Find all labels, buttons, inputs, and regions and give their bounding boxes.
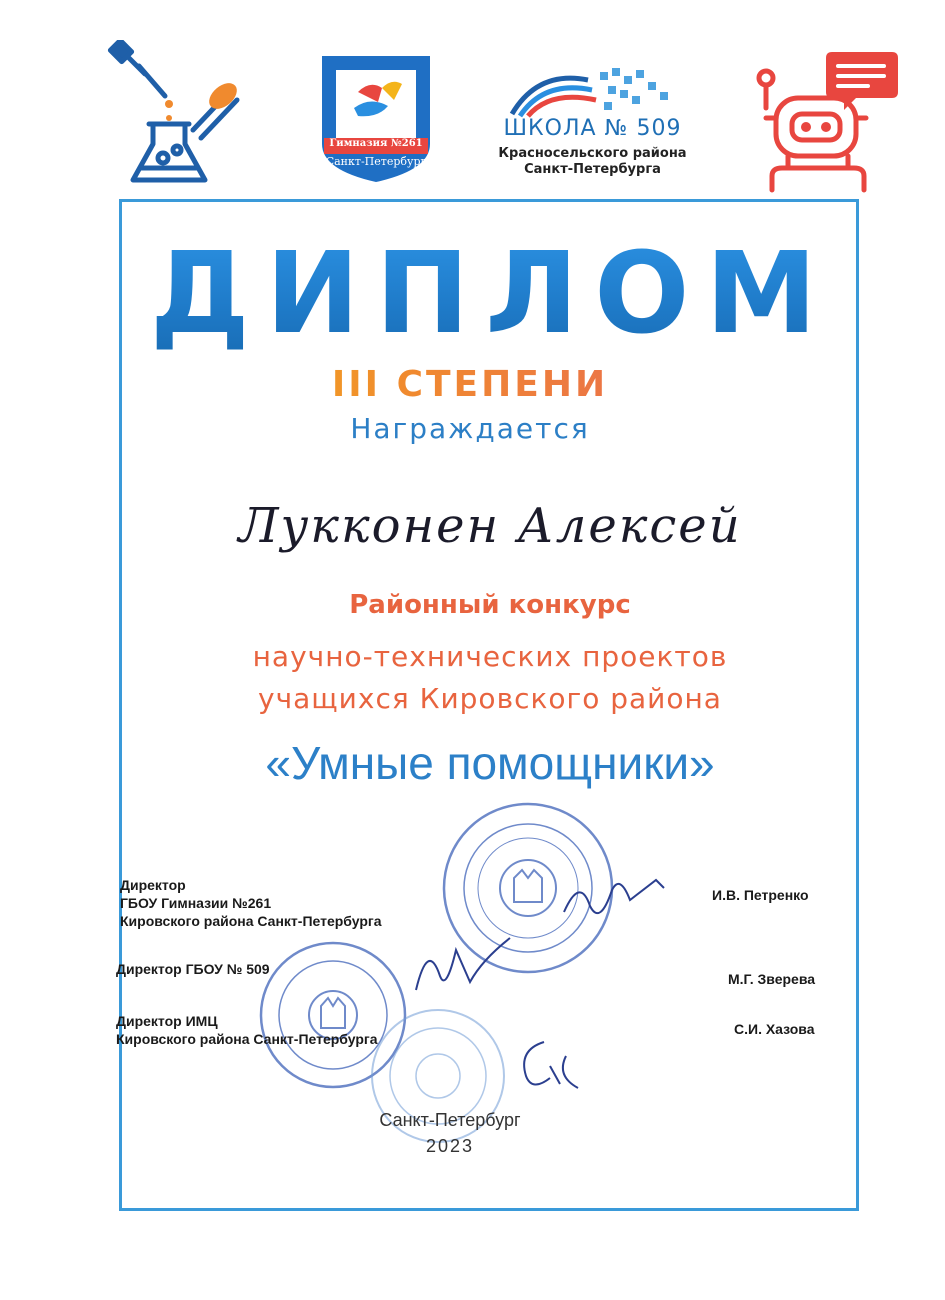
signature-role-line: Кировского района Санкт-Петербурга xyxy=(120,913,382,929)
signature-name-petrenko: И.В. Петренко xyxy=(712,887,809,903)
contest-participants: учащихся Кировского района xyxy=(258,682,722,715)
gymnasium-city: Санкт-Петербург xyxy=(325,155,427,168)
school509-city: Санкт-Петербурга xyxy=(524,162,661,177)
year: 2023 xyxy=(425,1136,475,1156)
signature-role-school509: Директор ГБОУ № 509 xyxy=(116,961,270,977)
signature-role-imc xyxy=(116,1012,378,1048)
signature-role-line: ГБОУ Гимназии №261 xyxy=(120,895,272,911)
contest-type: Районный конкурс xyxy=(349,590,631,620)
city: Санкт-Петербург xyxy=(379,1110,521,1130)
signature-role-line: Кировского района Санкт-Петербурга xyxy=(116,1031,378,1047)
chemistry-flask-icon xyxy=(105,40,245,190)
school509-logo xyxy=(508,62,688,118)
signature-name-zvereva: М.Г. Зверева xyxy=(728,971,816,987)
gymnasium-name: Гимназия №261 xyxy=(329,138,423,149)
signature-petrenko xyxy=(560,866,670,926)
signature-role-gymnasium xyxy=(120,876,382,930)
signature-zvereva xyxy=(410,930,520,1000)
school509-district: Красносельского района xyxy=(498,146,687,161)
robot-chat-icon xyxy=(752,44,898,194)
contest-subject: научно-технических проектов xyxy=(252,640,728,673)
school509-title: ШКОЛА № 509 xyxy=(503,116,682,141)
signature-name-khazova: С.И. Хазова xyxy=(734,1021,815,1037)
issue-place xyxy=(300,1107,600,1159)
signature-khazova xyxy=(510,1036,590,1096)
signature-role-line: Директор xyxy=(120,877,186,893)
awarded-label: Награждается xyxy=(350,412,590,445)
contest-name: «Умные помощники» xyxy=(265,737,715,789)
diploma-title: ДИПЛОМ xyxy=(150,229,833,359)
recipient-name: Лукконен Алексей xyxy=(238,498,742,554)
diploma-degree: III СТЕПЕНИ xyxy=(150,364,790,405)
signature-role-line: Директор ИМЦ xyxy=(116,1013,218,1029)
